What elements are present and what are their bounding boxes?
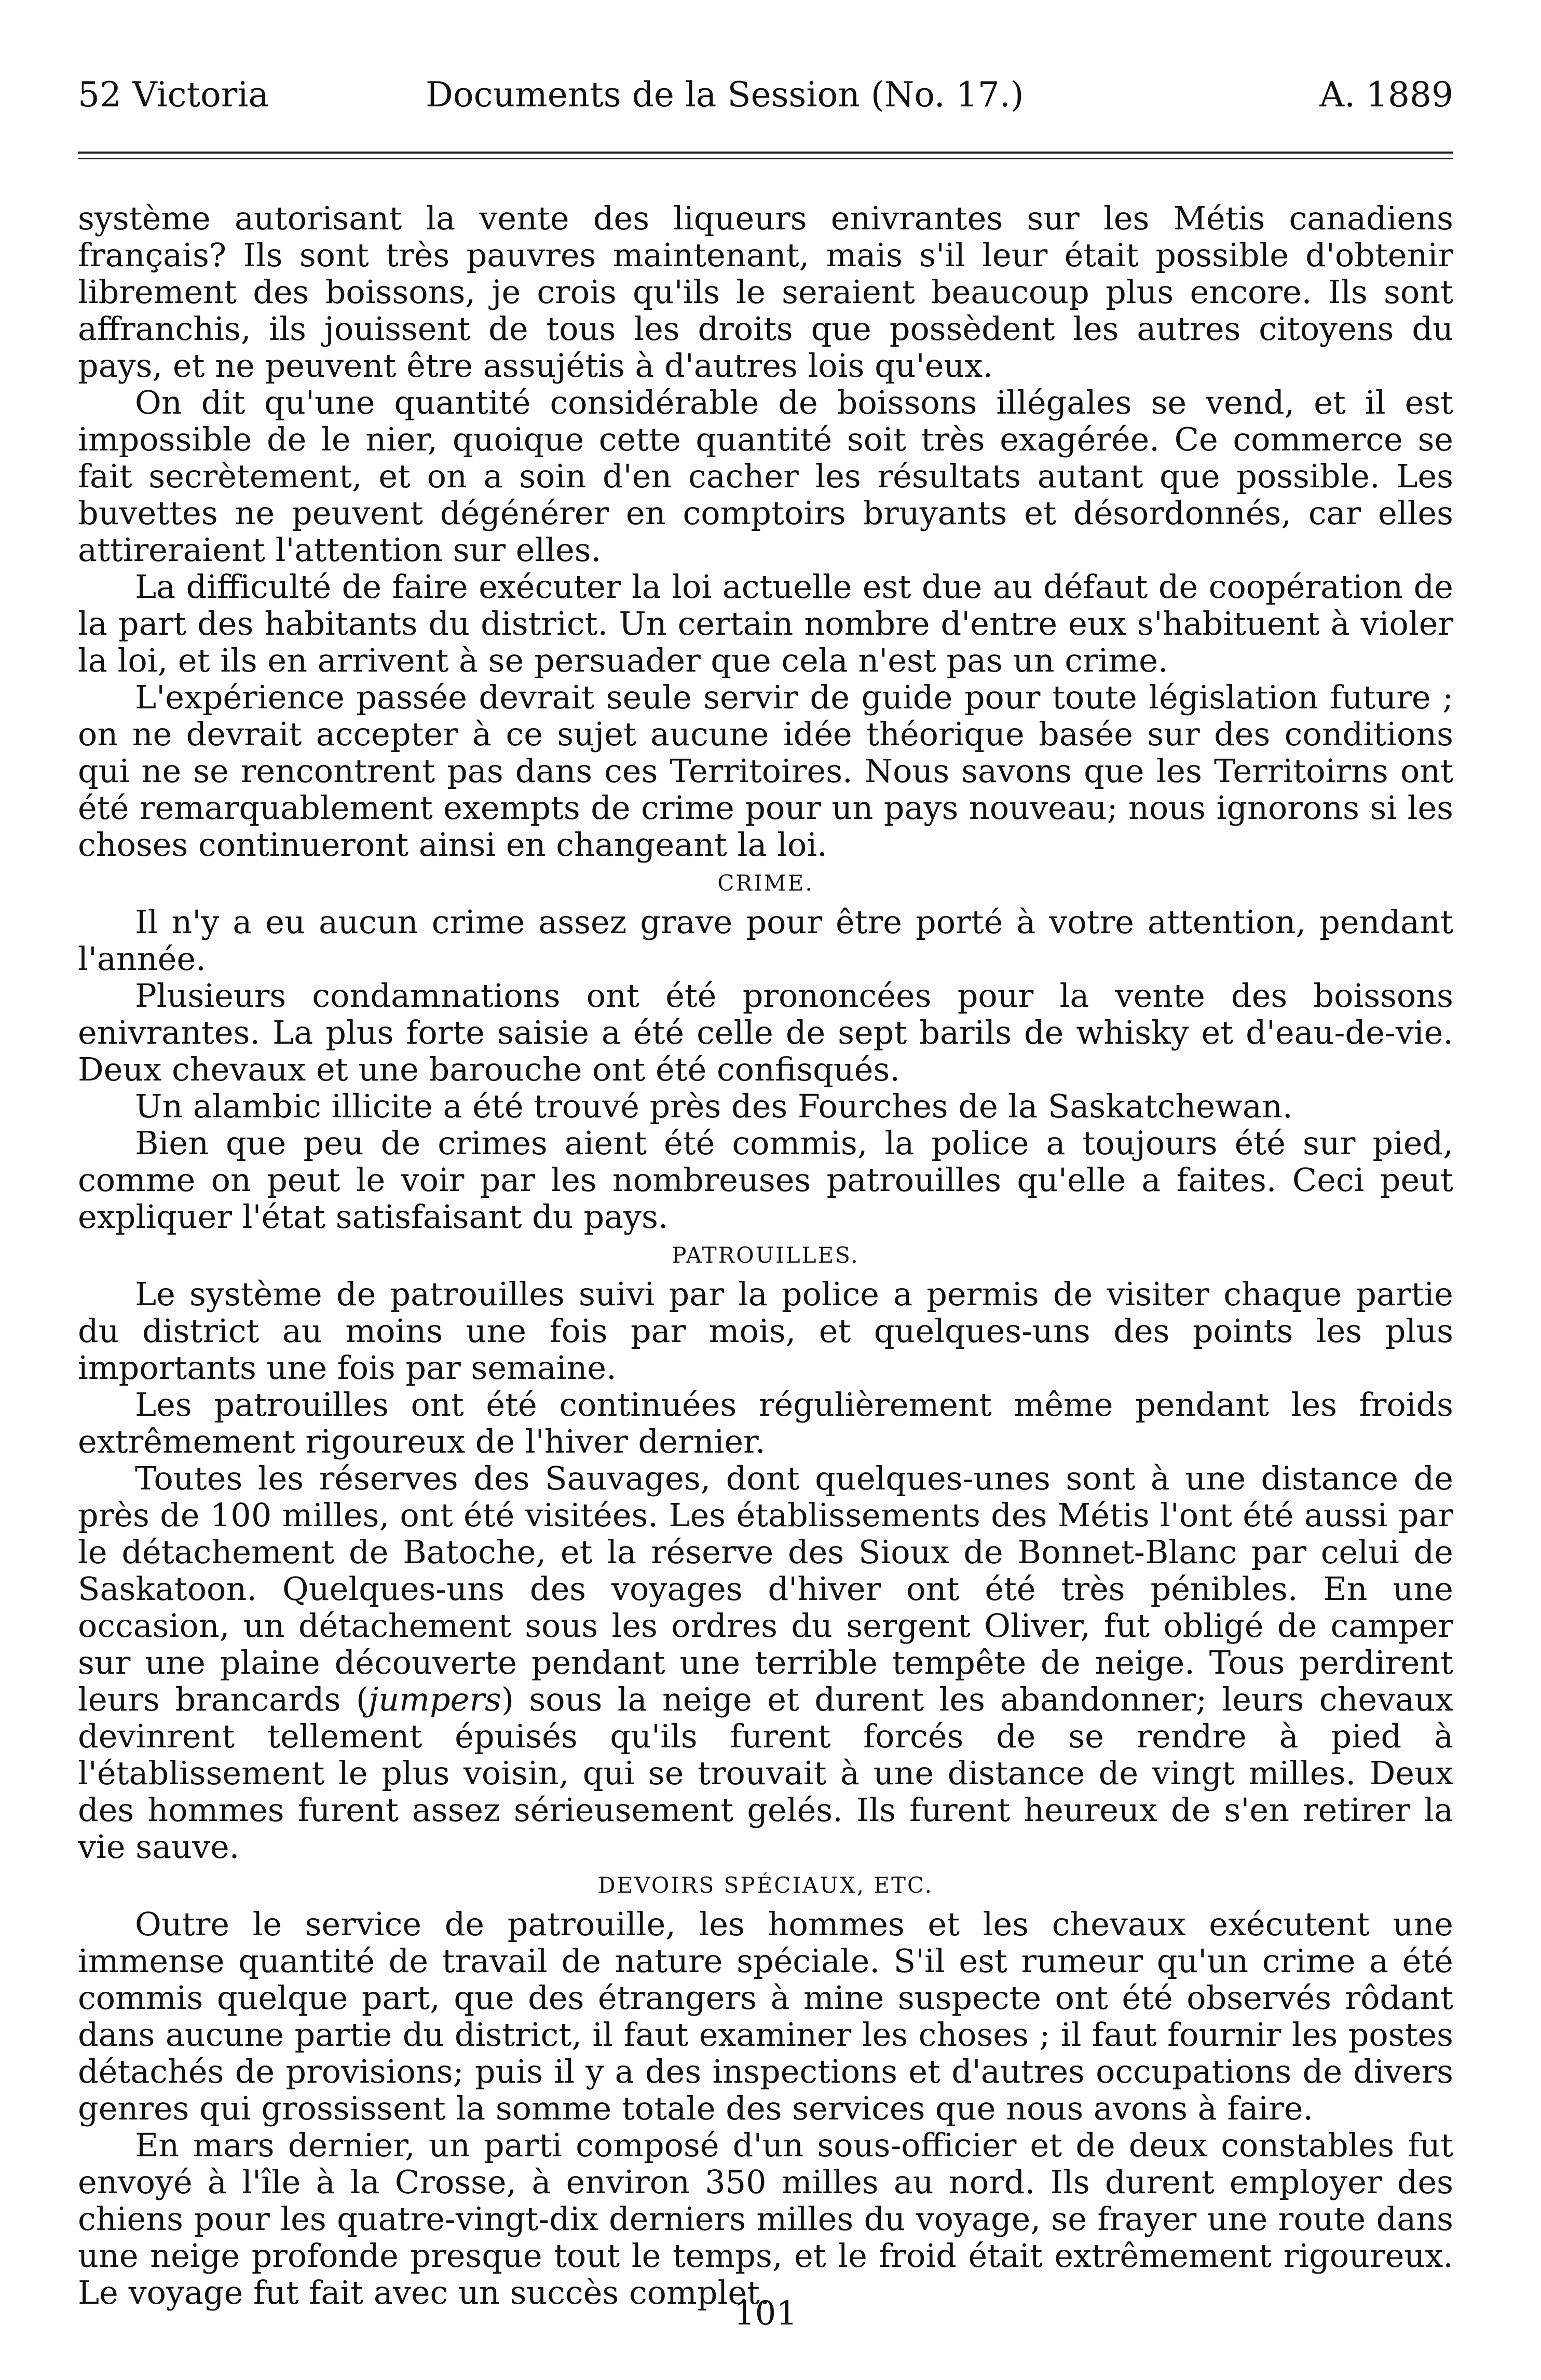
body-text xyxy=(78,200,1453,2311)
text-run: ) sous la neige et durent les abandonner; leurs chevaux devinrent tellement épuisés qu'ils furent forcés de se rendre à pied à l'établissement le plus voisin, qui se trouvait à une distance de vingt milles. Deux des hommes furent assez sérieusement gelés. Ils furent heureux de s'en retirer la vie sauve. xyxy=(78,1680,1453,1866)
header-rule-bottom xyxy=(78,158,1453,159)
running-header xyxy=(78,72,1453,118)
paragraph-reserves-visited xyxy=(78,1460,1453,1865)
section-heading-devoirs-speciaux: DEVOIRS SPÉCIAUX, ETC. xyxy=(597,1872,934,1898)
paragraph-no-serious-crime: Il n'y a eu aucun crime assez grave pour être porté à votre attention, pendant l'année. xyxy=(78,903,1453,978)
italic-term-jumpers: jumpers xyxy=(369,1680,501,1718)
paragraph-convictions: Plusieurs condamnations ont été prononcées pour la vente des boissons enivrantes. La plus forte saisie a été celle de sept barils de whisky et d'eau-de-vie. Deux chevaux et une barouche ont été confisqués. xyxy=(78,977,1453,1088)
header-rule-top xyxy=(78,152,1453,154)
paragraph-patrol-system: Le système de patrouilles suivi par la police a permis de visiter chaque partie du district au moins une fois par mois, et quelques-uns des points les plus importants une fois par semaine. xyxy=(78,1275,1453,1387)
header-regnal-year: 52 Victoria xyxy=(78,75,269,115)
paragraph-continuation: système autorisant la vente des liqueurs enivrantes sur les Métis canadiens français? Ils sont très pauvres maintenant, mais s'il leur était possible d'obtenir librement des boissons, je crois qu'ils le seraient beaucoup plus encore. Ils sont affranchis, ils jouissent de tous les droits que possèdent les autres citoyens du pays, et ne peuvent être assujétis à d'autres lois qu'eux. xyxy=(78,199,1453,385)
page-number: 101 xyxy=(733,2294,798,2333)
paragraph-illicit-still: Un alambic illicite a été trouvé près des Fourches de la Saskatchewan. xyxy=(135,1087,1293,1125)
paragraph-winter-patrols: Les patrouilles ont été continuées régulièrement même pendant les froids extrêmement rigoureux de l'hiver dernier. xyxy=(78,1386,1453,1460)
document-page xyxy=(78,0,1453,2380)
paragraph-police-patrols: Bien que peu de crimes aient été commis, la police a toujours été sur pied, comme on peut le voir par les nombreuses patrouilles qu'elle a faites. Ceci peut expliquer l'état satisfaisant du pays. xyxy=(78,1124,1453,1236)
paragraph-ile-a-la-crosse: En mars dernier, un parti composé d'un sous-officier et de deux constables fut envoyé à l'île à la Crosse, à environ 350 milles au nord. Ils durent employer des chiens pour les quatre-vingt-dix derniers milles du voyage, se frayer une route dans une neige profonde presque tout le temps, et le froid était extrêmement rigoureux. Le voyage fut fait avec un succès complet. xyxy=(78,2126,1453,2311)
text-run: Toutes les réserves des Sauvages, dont quelques-unes sont à une distance de près de 100 milles, ont été visitées. Les établissements des Métis l'ont été aussi par le détachement de Batoche, et la réserve des Sioux de Bonnet-Blanc par celui de Saskatoon. Quelques-uns des voyages d'hiver ont été très pénibles. En une occasion, un détachement sous les ordres du sergent Oliver, fut obligé de camper sur une plaine découverte pendant une terrible tempête de neige. Tous perdirent leurs brancards ( xyxy=(78,1459,1453,1718)
header-session-title: Documents de la Session (No. 17.) xyxy=(426,75,1024,115)
paragraph-law-enforcement: La difficulté de faire exécuter la loi actuelle est due au défaut de coopération de la part des habitants du district. Un certain nombre d'entre eux s'habituent à violer la loi, et ils en arrivent à se persuader que cela n'est pas un crime. xyxy=(78,568,1453,679)
section-heading-patrouilles: PATROUILLES. xyxy=(672,1242,860,1268)
header-year: A. 1889 xyxy=(1319,75,1453,115)
paragraph-special-duties: Outre le service de patrouille, les hommes et les chevaux exécutent une immense quantité de travail de nature spéciale. S'il est rumeur qu'un crime a été commis quelque part, que des étrangers à mine suspecte ont été observés rôdant dans aucune partie du district, il faut examiner les choses ; il faut fournir les postes détachés de provisions; puis il y a des inspections et d'autres occupations de divers genres qui grossissent la somme totale des services que nous avons à faire. xyxy=(78,1905,1453,2127)
section-heading-crime: CRIME. xyxy=(717,870,814,896)
paragraph-illegal-liquor: On dit qu'une quantité considérable de boissons illégales se vend, et il est impossible de le nier, quoique cette quantité soit très exagérée. Ce commerce se fait secrètement, et on a soin d'en cacher les résultats autant que possible. Les buvettes ne peuvent dégénérer en comptoirs bruyants et désordonnés, car elles attireraient l'attention sur elles. xyxy=(78,384,1453,569)
paragraph-past-experience: L'expérience passée devrait seule servir de guide pour toute législation future ; on ne devrait accepter à ce sujet aucune idée théorique basée sur des conditions qui ne se rencontrent pas dans ces Territoires. Nous savons que les Territoirns ont été remarquablement exempts de crime pour un pays nouveau; nous ignorons si les choses continueront ainsi en changeant la loi. xyxy=(78,678,1453,864)
